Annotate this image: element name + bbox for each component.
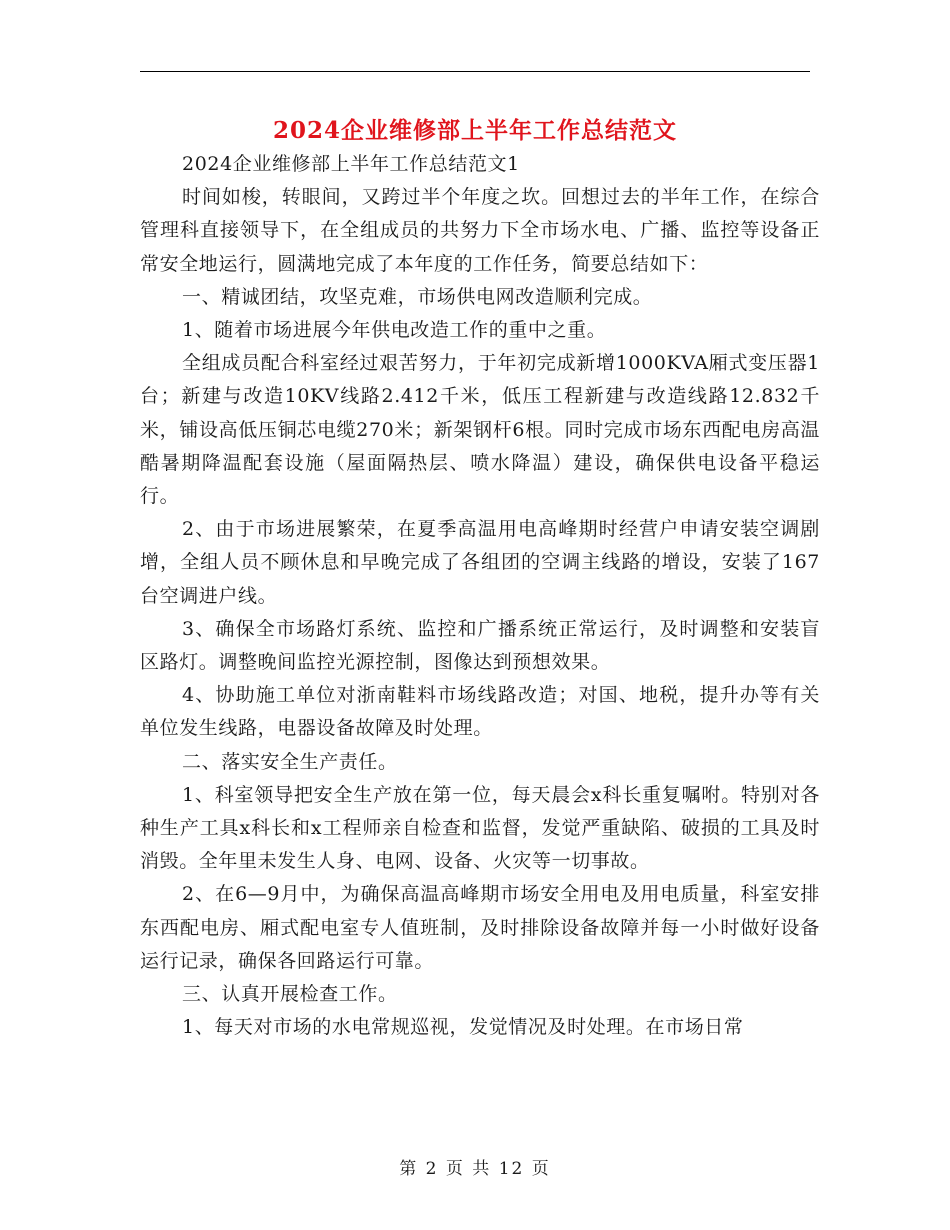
list-item: 1、科室领导把安全生产放在第一位，每天晨会x科长重复嘱咐。特别对各种生产工具x科长和x工程师亲自检查和监督，发觉严重缺陷、破损的工具及时消毁。全年里未发生人身、电网、设备、火灾等一切事故。 <box>140 783 820 873</box>
document-body <box>140 148 820 1044</box>
list-item: 4、协助施工单位对浙南鞋料市场线路改造；对国、地税，提升办等有关单位发生线路，电器设备故障及时处理。 <box>140 684 820 740</box>
header-rule <box>140 71 810 72</box>
section-heading-1: 一、精诚团结，攻坚克难，市场供电网改造顺利完成。 <box>182 285 653 308</box>
section-heading-2: 二、落实安全生产责任。 <box>182 750 398 773</box>
body-paragraph: 全组成员配合科室经过艰苦努力，于年初完成新增1000KVA厢式变压器1台；新建与改造10KV线路2.412千米，低压工程新建与改造线路12.832千米，铺设高低压铜芯电缆270米；新架钢杆6根。同时完成市场东西配电房高温酷暑期降温配套设施（屋面隔热层、喷水降温）建设，确保供电设备平稳运行。 <box>140 352 820 508</box>
page-number: 第 2 页 共 12 页 <box>399 1159 551 1179</box>
list-item: 1、每天对市场的水电常规巡视，发觉情况及时处理。在市场日常 <box>182 1016 744 1039</box>
section-heading-3: 三、认真开展检查工作。 <box>182 983 398 1006</box>
list-item: 2、由于市场进展繁荣，在夏季高温用电高峰期时经营户申请安装空调剧增，全组人员不顾休息和早晚完成了各组团的空调主线路的增设，安装了167台空调进户线。 <box>140 518 820 607</box>
list-item: 1、随着市场进展今年供电改造工作的重中之重。 <box>182 319 607 342</box>
document-title: 2024企业维修部上半年工作总结范文 <box>272 117 677 144</box>
subtitle-paragraph: 2024企业维修部上半年工作总结范文1 <box>182 153 520 175</box>
intro-paragraph: 时间如梭，转眼间，又跨过半个年度之坎。回想过去的半年工作，在综合管理科直接领导下，在全组成员的共努力下全市场水电、广播、监控等设备正常安全地运行，圆满地完成了本年度的工作任务，简要总结如下： <box>140 186 820 275</box>
list-item: 3、确保全市场路灯系统、监控和广播系统正常运行，及时调整和安装盲区路灯。调整晚间监控光源控制，图像达到预想效果。 <box>140 617 820 674</box>
list-item: 2、在6—9月中，为确保高温高峰期市场安全用电及用电质量，科室安排东西配电房、厢式配电室专人值班制，及时排除设备故障并每一小时做好设备运行记录，确保各回路运行可靠。 <box>140 883 820 972</box>
